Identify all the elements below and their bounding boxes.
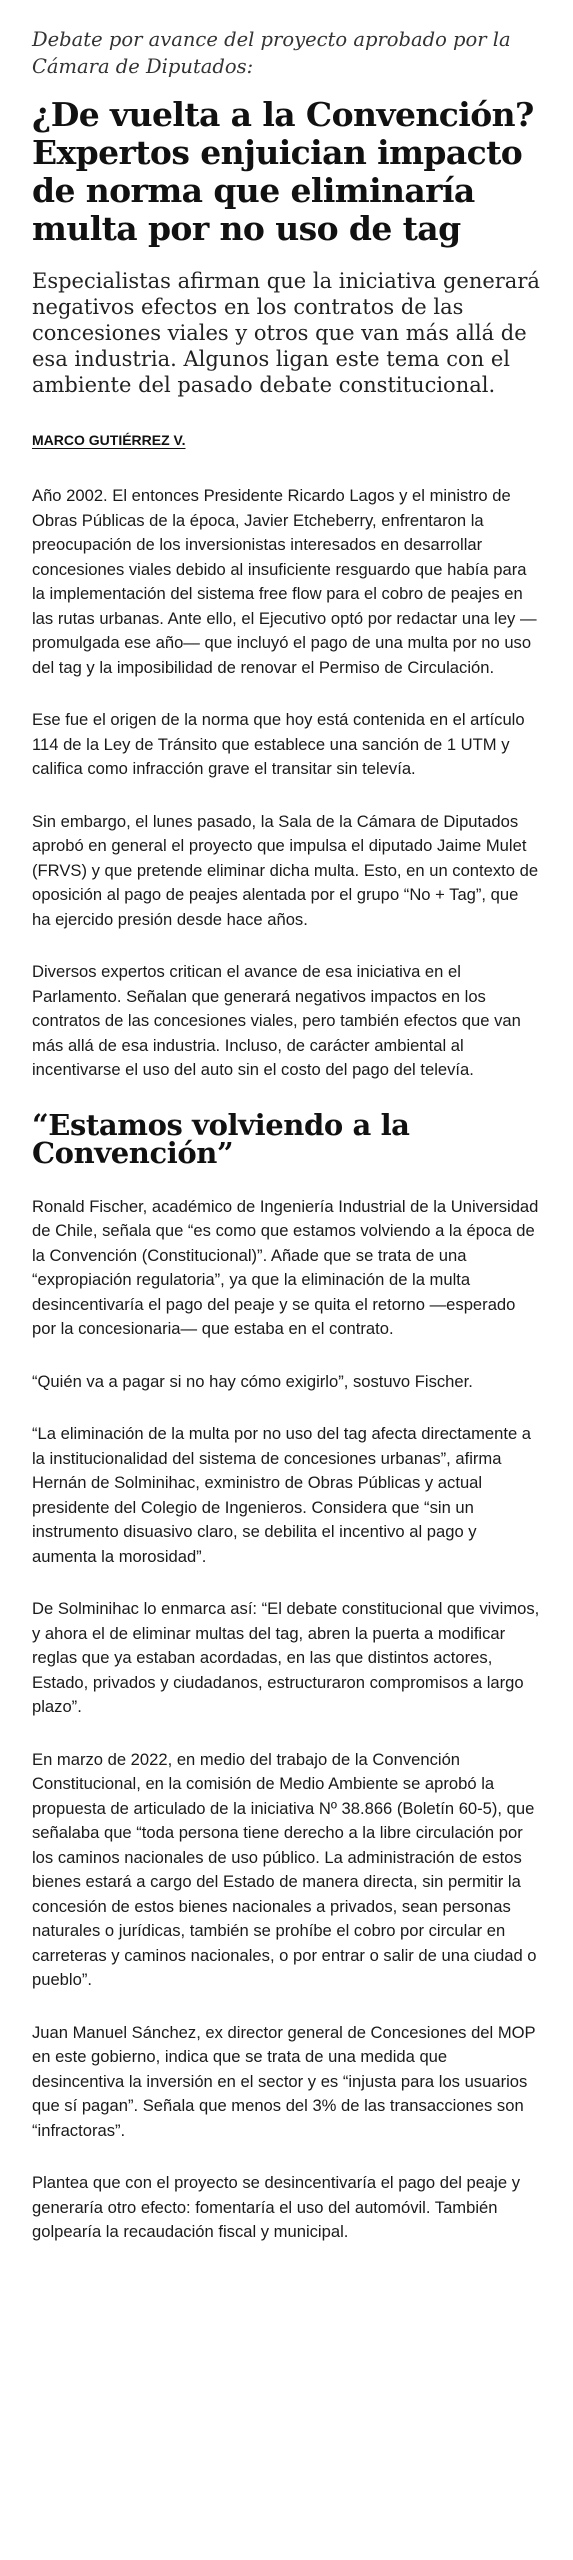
article-lead: Especialistas afirman que la iniciativa generará negativos efectos en los contratos de las concesiones viales y otros que van más allá de esa industria. Algunos ligan este tema con el ambiente del pasado debate constitucional. (32, 269, 540, 397)
section-subheading: “Estamos volviendo a la Convención” (32, 1107, 410, 1170)
body-paragraph: Ese fue el origen de la norma que hoy está contenida en el artículo 114 de la Ley de Tránsito que establece una sanción de 1 UTM y califica como infracción grave el transitar sin televía. (32, 710, 525, 778)
body-paragraph: Plantea que con el proyecto se desincentivaría el pago del peaje y generaría otro efecto: fomentaría el uso del automóvil. También golpearía la recaudación fiscal y municipal. (32, 2173, 521, 2241)
body-paragraph: “Quién va a pagar si no hay cómo exigirlo”, sostuvo Fischer. (32, 1371, 473, 1391)
body-paragraph: De Solminihac lo enmarca así: “El debate constitucional que vivimos, y ahora el de eliminar multas del tag, abren la puerta a modificar reglas que ya estaban acordadas, en las que distintos actores, Estado, privados y ciudadanos, estructuraron compromisos a largo plazo”. (32, 1599, 540, 1716)
article-headline: ¿De vuelta a la Convención? Expertos enjuician impacto de norma que eliminaría multa por no uso de tag (32, 95, 534, 248)
body-paragraph: Diversos expertos critican el avance de esa iniciativa en el Parlamento. Señalan que generará negativos impactos en los contratos de las concesiones viales, pero también efectos que van más allá de esa industria. Incluso, de carácter ambiental al incentivarse el uso del auto sin el costo del pago del televía. (32, 962, 521, 1079)
article-kicker: Debate por avance del proyecto aprobado por la Cámara de Diputados: (32, 28, 511, 78)
body-paragraph: Sin embargo, el lunes pasado, la Sala de la Cámara de Diputados aprobó en general el proyecto que impulsa el diputado Jaime Mulet (FRVS) y que pretende eliminar dicha multa. Esto, en un contexto de oposición al pago de peajes alentada por el grupo “No + Tag”, que ha ejercido presión desde hace años. (32, 811, 539, 929)
body-paragraph: Juan Manuel Sánchez, ex director general de Concesiones del MOP en este gobierno, indica que se trata de una medida que desincentiva la inversión en el sector y es “injusta para los usuarios que sí pagan”. Señala que menos del 3% de las transacciones son “infractoras”. (32, 2022, 536, 2140)
body-paragraph: Año 2002. El entonces Presidente Ricardo Lagos y el ministro de Obras Públicas de la época, Javier Etcheberry, enfrentaron la preocupación de los inversionistas interesados en desarrollar concesiones viales debido al insuficiente resguardo que había para la implementación del sistema free flow para el cobro de peajes en las rutas urbanas. Ante ello, el Ejecutivo optó por redactar una ley —promulgada ese año— que incluyó el pago de una multa por no uso del tag y la imposibilidad de renovar el Permiso de Circulación. (32, 486, 537, 677)
body-paragraph: En marzo de 2022, en medio del trabajo de la Convención Constitucional, en la comisión de Medio Ambiente se aprobó la propuesta de articulado de la iniciativa Nº 38.866 (Boletín 60-5), que señalaba que “toda persona tiene derecho a la libre circulación por los caminos nacionales de uso público. La administración de estos bienes estará a cargo del Estado de manera directa, sin permitir la concesión de estos bienes nacionales a privados, sean personas naturales o jurídicas, también se prohíbe el cobro por circular en carreteras y caminos nacionales, o por entrar o salir de una ciudad o pueblo”. (32, 1749, 537, 1989)
body-paragraph: “La eliminación de la multa por no uso del tag afecta directamente a la institucionalidad del sistema de concesiones urbanas”, afirma Hernán de Solminihac, exministro de Obras Públicas y actual presidente del Colegio de Ingenieros. Considera que “sin un instrumento disuasivo claro, se debilita el incentivo al pago y aumenta la morosidad”. (32, 1424, 532, 1566)
author-byline[interactable]: MARCO GUTIÉRREZ V. (32, 432, 186, 448)
body-paragraph: Ronald Fischer, académico de Ingeniería Industrial de la Universidad de Chile, señala que “es como que estamos volviendo a la época de la Convención (Constitucional)”. Añade que se trata de una “expropiación regulatoria”, ya que la eliminación de la multa desincentivaría el pago del peaje y se quita el retorno —esperado por la concesionaria— que estaba en el contrato. (32, 1196, 539, 1338)
